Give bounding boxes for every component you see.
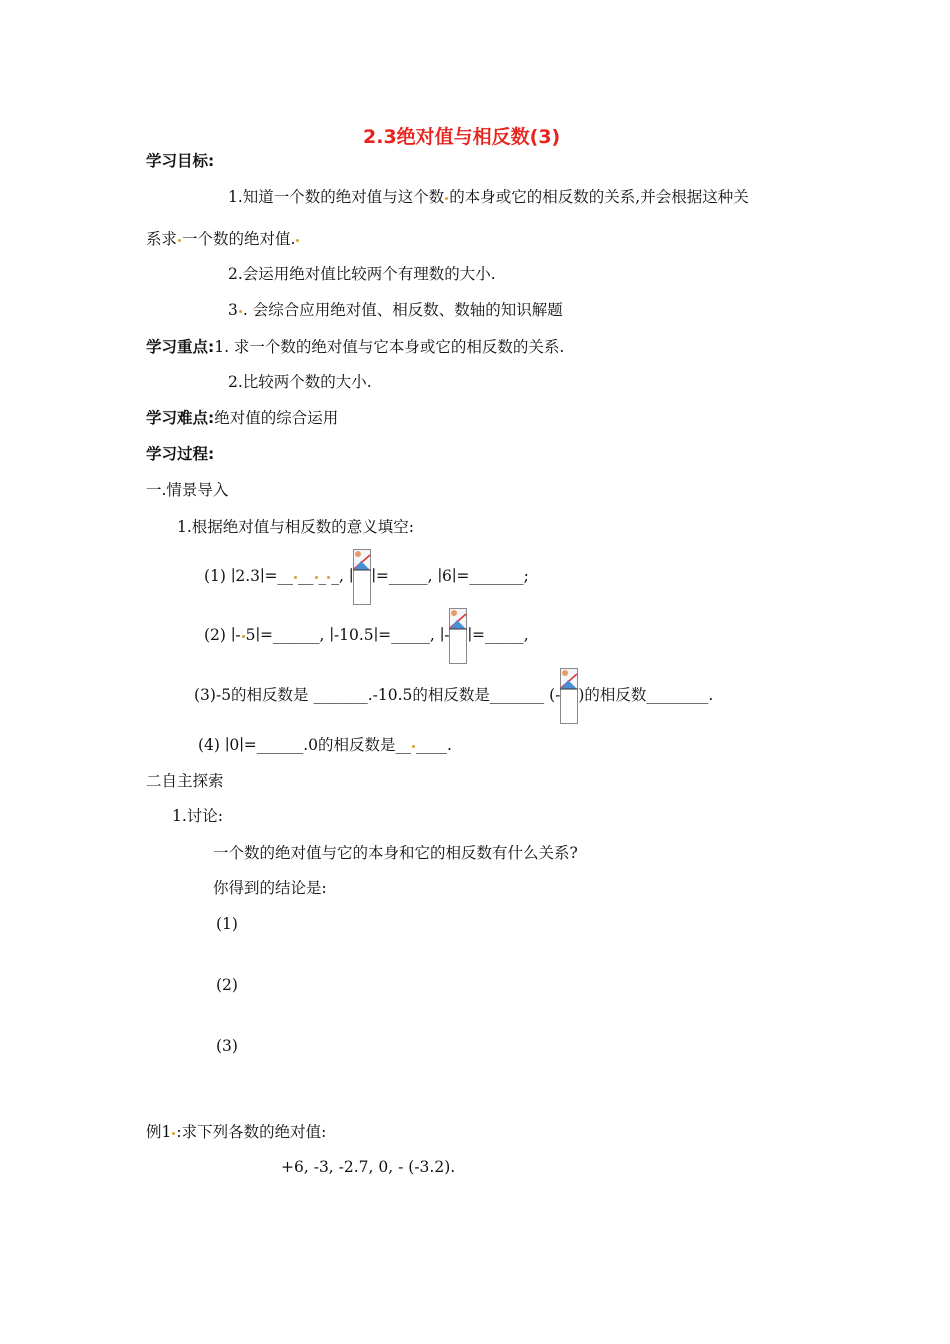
stray-dot [178, 239, 181, 242]
conclusion-3: (3) [216, 1037, 238, 1055]
fraction-image-icon [353, 549, 371, 605]
fraction-image-icon [449, 608, 467, 664]
conclusion-2: (2) [216, 976, 238, 994]
focus-2: 2.比较两个数的大小. [228, 373, 372, 391]
fraction-image-icon [560, 668, 578, 724]
stray-dot [445, 197, 448, 200]
focus-row [146, 337, 564, 357]
focus-1: 1. 求一个数的绝对值与它本身或它的相反数的关系. [214, 338, 565, 356]
question-1: 1.根据绝对值与相反数的意义填空: [177, 518, 415, 536]
process-heading: 学习过程: [146, 445, 215, 463]
stray-dot [294, 576, 297, 579]
stray-dot [327, 576, 330, 579]
stray-dot [239, 310, 242, 313]
stray-dot [412, 745, 415, 748]
page-title: 2.3绝对值与相反数(3) [363, 126, 561, 148]
conclusion-1: (1) [216, 915, 238, 933]
stray-dot [172, 1132, 175, 1135]
objective-2: 2.会运用绝对值比较两个有理数的大小. [228, 265, 496, 283]
difficulty-row [146, 408, 338, 428]
objective-3: 3 . 会综合应用绝对值、相反数、数轴的知识解题 [228, 301, 563, 319]
section-1: 一.情景导入 [146, 481, 229, 499]
stray-dot [296, 239, 299, 242]
section-2: 二自主探索 [146, 772, 224, 790]
fill-row-4: (4) ∣0∣=______.0的相反数是__ ____. [198, 736, 452, 754]
fill-row-1: (1) ∣2.3∣=__ __ _ _, ∣ ∣=_____, ∣6∣=_______; [204, 548, 529, 605]
fill-row-3: (3)-5的相反数是 _______.-10.5的相反数是_______ (- )的相反数________. [194, 667, 713, 724]
objectives-heading: 学习目标: [146, 152, 215, 170]
example-numbers: +6, -3, -2.7, 0, - (-3.2). [281, 1158, 456, 1176]
focus-heading: 学习重点: [146, 338, 215, 356]
stray-dot [242, 635, 245, 638]
discussion-question: 一个数的绝对值与它的本身和它的相反数有什么关系? [213, 844, 578, 862]
example-1: 例1 :求下列各数的绝对值: [146, 1123, 327, 1141]
difficulty-heading: 学习难点: [146, 409, 215, 427]
discussion-conclusion: 你得到的结论是: [213, 879, 327, 897]
stray-dot [315, 576, 318, 579]
objective-1: 1.知道一个数的绝对值与这个数 的本身或它的相反数的关系,并会根据这种关 [228, 188, 749, 206]
fill-row-2: (2) ∣- 5∣=______, ∣-10.5∣=_____, ∣- ∣=_____, [204, 607, 529, 664]
difficulty-text: 绝对值的综合运用 [214, 409, 339, 427]
discussion-heading: 1.讨论: [172, 807, 224, 825]
objective-1-cont: 系求 一个数的绝对值. [146, 229, 300, 249]
